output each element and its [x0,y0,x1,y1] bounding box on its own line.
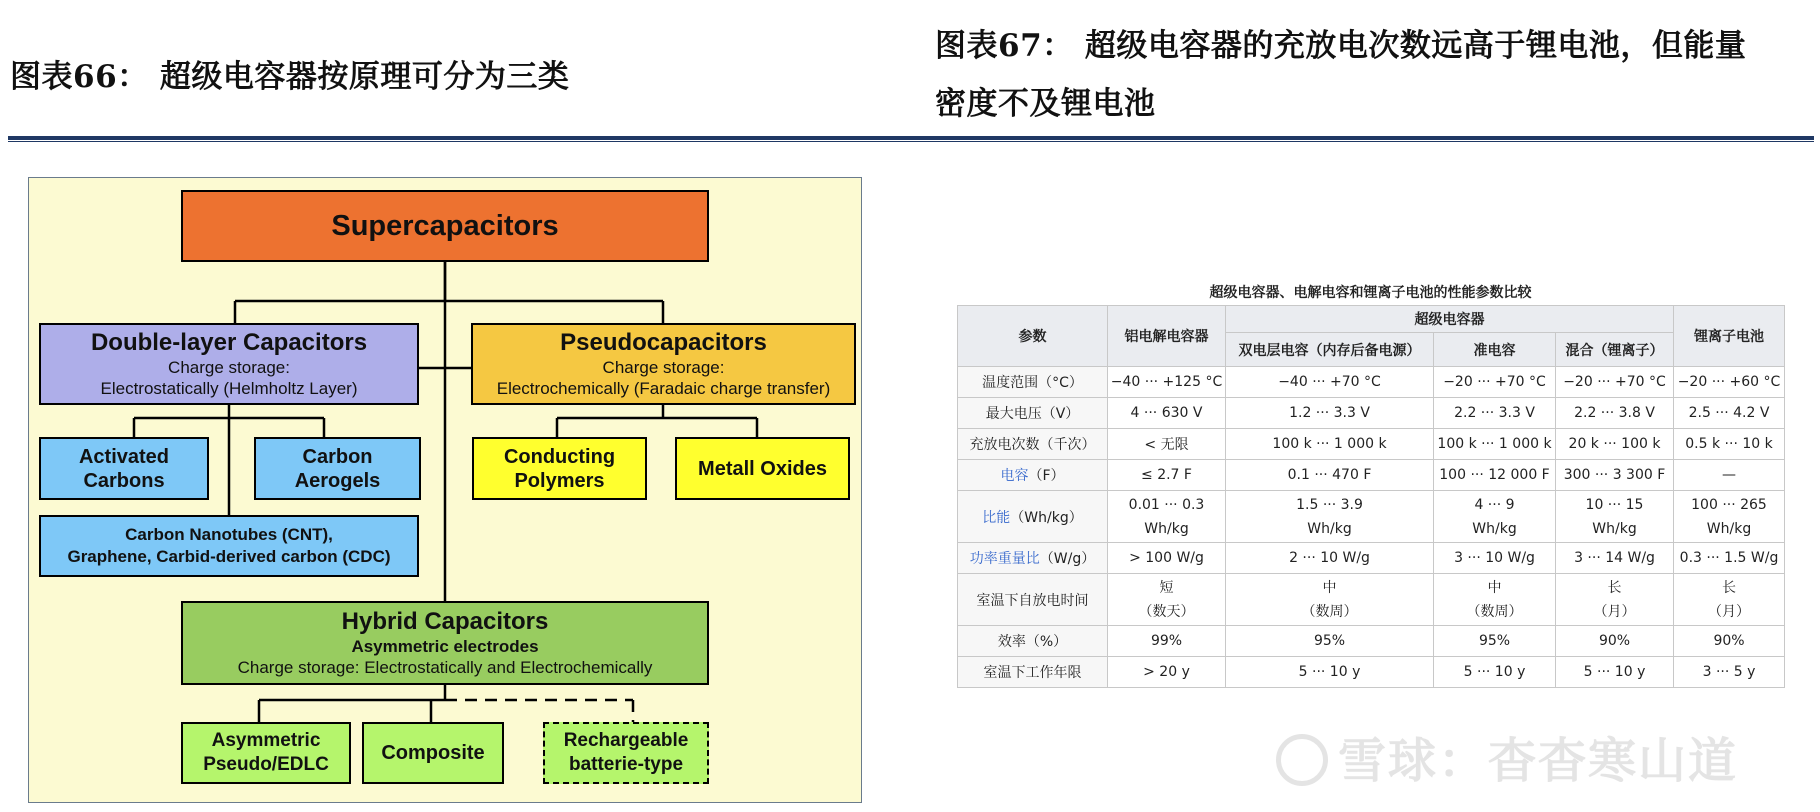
table-cell: 99% [1108,626,1226,657]
activated-carbons-line1: Activated [78,445,170,468]
conducting-polymers-line2: Polymers [514,469,605,492]
table-cell: 0.1 ··· 470 F [1226,460,1434,491]
table-cell: 90% [1674,626,1785,657]
carbon-aerogels-box [254,437,421,500]
header-pseudocapacitor: 准电容 [1434,333,1556,367]
table-cell: 3 ··· 14 W/g [1556,543,1674,574]
activated-carbons-line2: Carbons [83,469,165,492]
performance-comparison-table [957,305,1785,688]
row-label [958,460,1108,491]
table-cell: 长 （月） [1674,574,1785,626]
table-header-row [958,306,1785,333]
row-label-link[interactable]: 比能 [982,509,1011,526]
table-cell: −40 ··· +125 °C [1108,367,1226,398]
pseudocapacitors-line1: Charge storage: [602,358,725,377]
header-param: 参数 [958,306,1108,367]
table-cell: 中 （数周） [1434,574,1556,626]
metall-oxides-box [675,437,850,500]
composite-box [362,722,504,784]
table-cell: < 无限 [1108,429,1226,460]
table-row [958,429,1785,460]
composite-label: Composite [381,742,485,764]
row-label: 温度范围（°C） [958,367,1108,398]
table-cell: 0.5 k ··· 10 k [1674,429,1785,460]
table-cell: −20 ··· +70 °C [1434,367,1556,398]
row-label-link[interactable]: 电容 [1000,468,1029,484]
row-label: 效率（%） [958,626,1108,657]
table-cell: 90% [1556,626,1674,657]
table-cell: 4 ··· 630 V [1108,398,1226,429]
table-cell: 100 ··· 265 Wh/kg [1674,491,1785,543]
hybrid-capacitors-box [181,601,709,685]
xueqiu-watermark [1276,722,1738,791]
table-cell: −20 ··· +60 °C [1674,367,1785,398]
table-cell: 0.01 ··· 0.3 Wh/kg [1108,491,1226,543]
activated-carbons-box [39,437,209,500]
table-cell: 4 ··· 9 Wh/kg [1434,491,1556,543]
table-cell: 5 ··· 10 y [1226,657,1434,688]
table-cell: 0.3 ··· 1.5 W/g [1674,543,1785,574]
double-layer-capacitors-box [39,323,419,405]
table-cell: 10 ··· 15 Wh/kg [1556,491,1674,543]
header-hybrid: 混合（锂离子） [1556,333,1674,367]
table-cell: 100 k ··· 1 000 k [1434,429,1556,460]
carbon-aerogels-line2: Aerogels [294,469,381,492]
table-row [958,657,1785,688]
row-label [958,543,1108,574]
table-cell: 5 ··· 10 y [1556,657,1674,688]
xueqiu-logo-icon [1276,734,1328,786]
figure-67-title-line2: 密度不及锂电池 [935,86,1156,122]
pseudocapacitors-title: Pseudocapacitors [560,329,767,356]
row-label: 充放电次数（千次） [958,429,1108,460]
table-cell: ≤ 2.7 F [1108,460,1226,491]
asymmetric-pseudo-edlc-box [181,722,351,784]
row-label-link[interactable]: 功率重量比 [969,551,1040,567]
asymmetric-line1: Asymmetric [211,730,321,751]
table-cell: 5 ··· 10 y [1434,657,1556,688]
conducting-polymers-line1: Conducting [503,445,616,468]
carbon-nanotubes-box [39,515,419,577]
header-rule-thin [8,141,1814,142]
performance-comparison-table-wrap [957,281,1784,688]
table-cell: 95% [1226,626,1434,657]
table-cell: 2.2 ··· 3.3 V [1434,398,1556,429]
header-supercapacitor: 超级电容器 [1226,306,1674,333]
row-label: 室温下工作年限 [958,657,1108,688]
hybrid-capacitors-line1: Asymmetric electrodes [351,637,539,656]
table-row [958,543,1785,574]
pseudocapacitors-line2: Electrochemically (Faradaic charge transfer) [496,379,831,398]
metall-oxides-label: Metall Oxides [698,457,827,480]
supercapacitors-label: Supercapacitors [331,209,559,242]
table-cell: 短 （数天） [1108,574,1226,626]
figure-67-title-line1: 图表67： 超级电容器的充放电次数远高于锂电池，但能量 [935,28,1747,64]
row-label [958,491,1108,543]
table-row [958,626,1785,657]
double-layer-line1: Charge storage: [168,358,290,377]
table-cell: — [1674,460,1785,491]
table-cell: > 100 W/g [1108,543,1226,574]
table-cell: −40 ··· +70 °C [1226,367,1434,398]
row-label-unit: （W/g） [1039,551,1096,567]
asymmetric-line2: Pseudo/EDLC [203,754,329,775]
supercapacitors-box [181,190,709,262]
header-rule [8,136,1814,140]
table-cell: 2.5 ··· 4.2 V [1674,398,1785,429]
table-cell: 长 （月） [1556,574,1674,626]
row-label: 最大电压（V） [958,398,1108,429]
carbon-nanotubes-line1: Carbon Nanotubes (CNT), [125,525,333,544]
carbon-nanotubes-line2: Graphene, Carbid-derived carbon (CDC) [67,547,391,566]
table-caption: 超级电容器、电解电容和锂离子电池的性能参数比较 [1209,285,1532,301]
pseudocapacitors-box [471,323,856,405]
figure-67-title [935,17,1815,133]
table-cell: > 20 y [1108,657,1226,688]
table-row [958,398,1785,429]
table-cell: 1.2 ··· 3.3 V [1226,398,1434,429]
figure-66-title: 图表66： 超级电容器按原理可分为三类 [10,59,570,95]
table-row [958,574,1785,626]
table-cell: 20 k ··· 100 k [1556,429,1674,460]
table-row [958,367,1785,398]
rechargeable-line1: Rechargeable [563,730,689,751]
double-layer-title: Double-layer Capacitors [90,329,368,356]
row-label-unit: （Wh/kg） [1010,509,1083,526]
table-cell: 100 k ··· 1 000 k [1226,429,1434,460]
table-cell: 3 ··· 5 y [1674,657,1785,688]
table-row [958,460,1785,491]
table-cell: −20 ··· +70 °C [1556,367,1674,398]
row-label: 室温下自放电时间 [958,574,1108,626]
hybrid-capacitors-title: Hybrid Capacitors [341,608,549,635]
watermark-text: 雪球：杳杳寒山道 [1338,733,1739,789]
row-label-unit: （F） [1028,468,1065,484]
header-aluminum-electrolytic: 铝电解电容器 [1108,306,1226,367]
table-cell: 300 ··· 3 300 F [1556,460,1674,491]
table-cell: 3 ··· 10 W/g [1434,543,1556,574]
table-cell: 2 ··· 10 W/g [1226,543,1434,574]
rechargeable-batterie-type-box [543,722,709,784]
hybrid-capacitors-line2: Charge storage: Electrostatically and Electrochemically [237,658,653,677]
table-cell: 1.5 ··· 3.9 Wh/kg [1226,491,1434,543]
supercapacitor-classification-diagram [28,177,862,803]
rechargeable-line2: batterie-type [568,754,684,775]
table-cell: 2.2 ··· 3.8 V [1556,398,1674,429]
table-row [958,491,1785,543]
header-edlc: 双电层电容（内存后备电源） [1226,333,1434,367]
table-cell: 100 ··· 12 000 F [1434,460,1556,491]
table-cell: 中 （数周） [1226,574,1434,626]
double-layer-line2: Electrostatically (Helmholtz Layer) [100,379,358,398]
header-lithium-ion: 锂离子电池 [1674,306,1785,367]
carbon-aerogels-line1: Carbon [302,445,373,468]
conducting-polymers-box [472,437,647,500]
table-cell: 95% [1434,626,1556,657]
